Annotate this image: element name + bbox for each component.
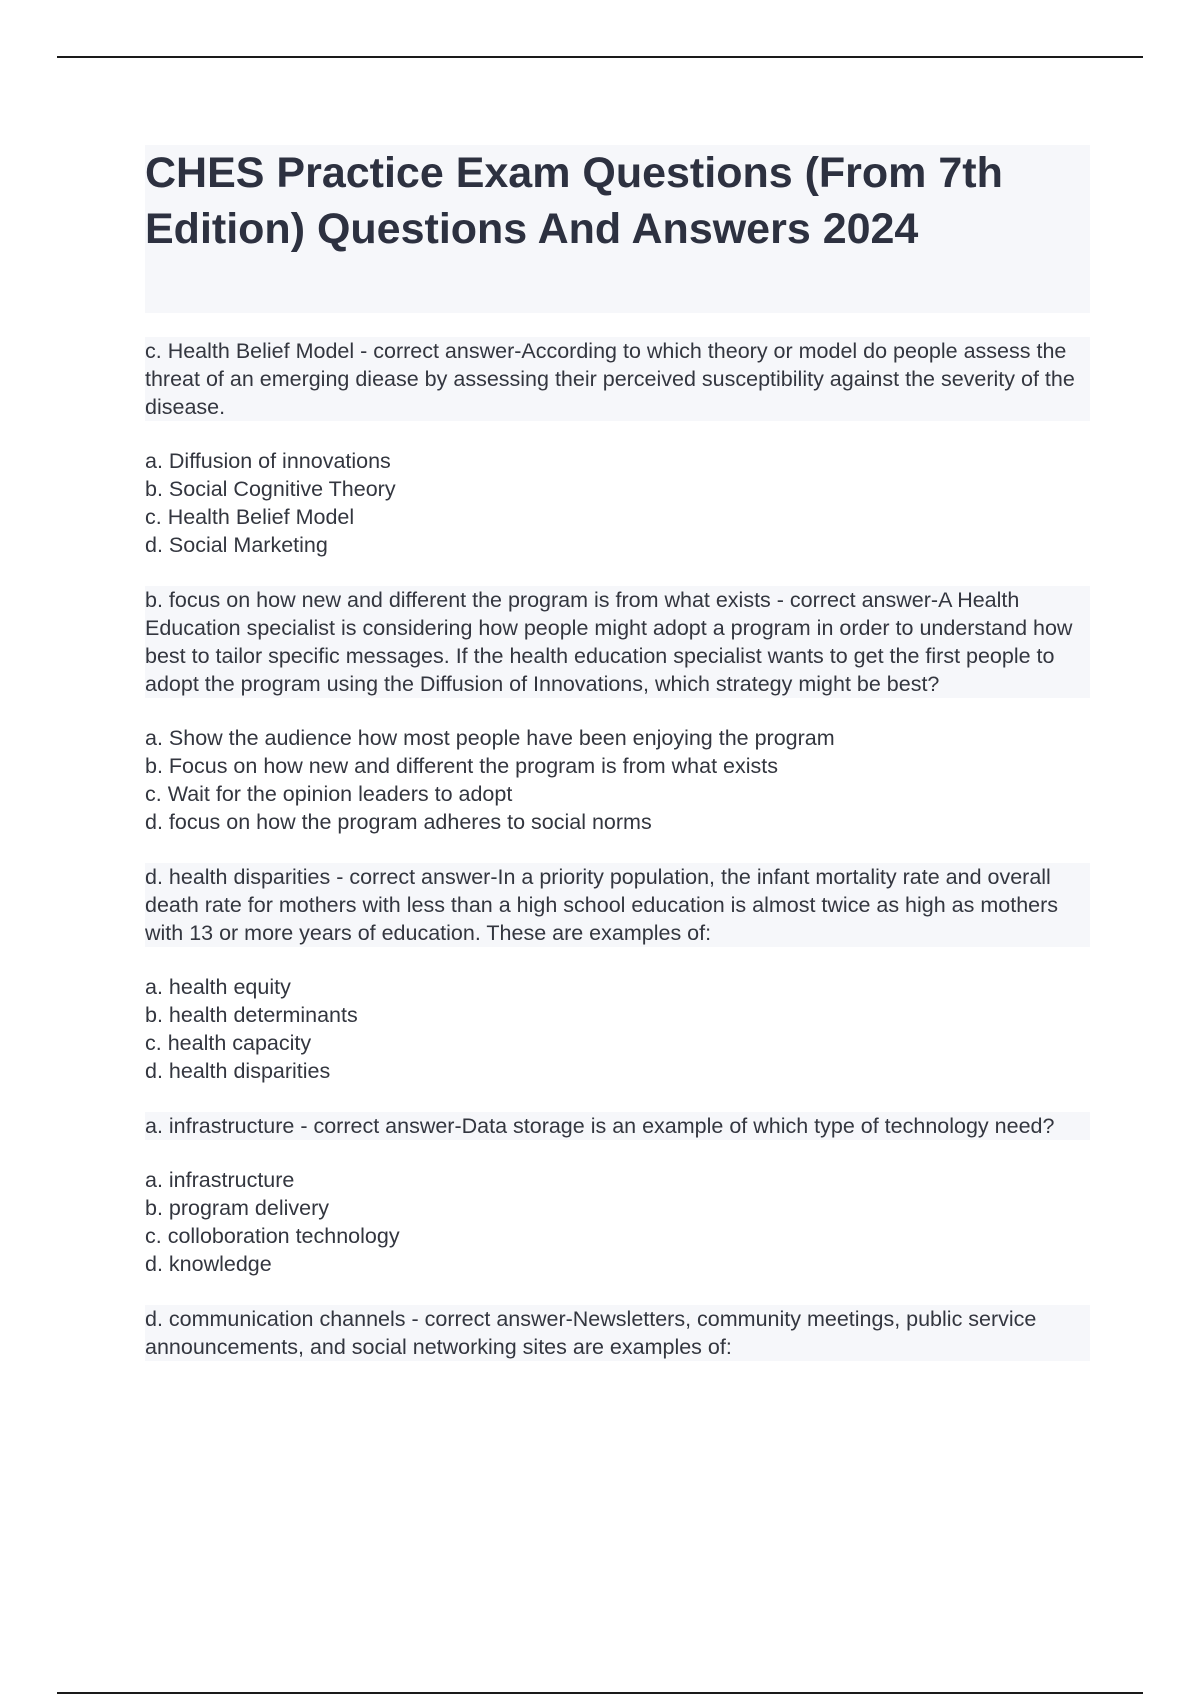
- option-1b: b. Social Cognitive Theory: [145, 477, 396, 501]
- option-3b: b. health determinants: [145, 1003, 358, 1027]
- option-2b: b. Focus on how new and different the program is from what exists: [145, 754, 778, 778]
- option-1c: c. Health Belief Model: [145, 505, 355, 529]
- option-2a: a. Show the audience how most people have been enjoying the program: [145, 726, 835, 750]
- question-3: d. health disparities - correct answer-In a priority population, the infant mortality rate and overall death rate for mothers with less than a high school education is almost twice as high as mothers with 13 or more years of education. These are examples of:: [145, 863, 1090, 947]
- option-2c: c. Wait for the opinion leaders to adopt: [145, 782, 513, 806]
- options-2: [145, 724, 1090, 836]
- option-1a: a. Diffusion of innovations: [145, 449, 391, 473]
- bottom-rule: [57, 1692, 1143, 1694]
- option-3c: c. health capacity: [145, 1031, 312, 1055]
- question-2: b. focus on how new and different the program is from what exists - correct answer-A Health Education specialist is considering how people might adopt a program in order to understand how best to tailor specific messages. If the health education specialist wants to get the first people to adopt the program using the Diffusion of Innovations, which strategy might be best?: [145, 586, 1090, 698]
- option-1d: d. Social Marketing: [145, 533, 328, 557]
- options-4: [145, 1166, 1090, 1278]
- options-3: [145, 973, 1090, 1085]
- option-4c: c. colloboration technology: [145, 1224, 400, 1248]
- title-block: [145, 145, 1090, 313]
- options-1: [145, 447, 1090, 559]
- question-1: c. Health Belief Model - correct answer-According to which theory or model do people assess the threat of an emerging diease by assessing their perceived susceptibility against the severity of the disease.: [145, 337, 1090, 421]
- option-4b: b. program delivery: [145, 1196, 330, 1220]
- question-5: d. communication channels - correct answer-Newsletters, community meetings, public service announcements, and social networking sites are examples of:: [145, 1305, 1090, 1361]
- document-content: [145, 145, 1090, 1361]
- question-4: a. infrastructure - correct answer-Data storage is an example of which type of technology need?: [145, 1112, 1090, 1140]
- page-title: CHES Practice Exam Questions (From 7th Edition) Questions And Answers 2024: [145, 149, 1003, 253]
- top-rule: [57, 56, 1143, 58]
- option-2d: d. focus on how the program adheres to social norms: [145, 810, 652, 834]
- option-3d: d. health disparities: [145, 1059, 331, 1083]
- option-4a: a. infrastructure: [145, 1168, 295, 1192]
- option-3a: a. health equity: [145, 975, 291, 999]
- question-list: [145, 337, 1090, 1361]
- option-4d: d. knowledge: [145, 1252, 272, 1276]
